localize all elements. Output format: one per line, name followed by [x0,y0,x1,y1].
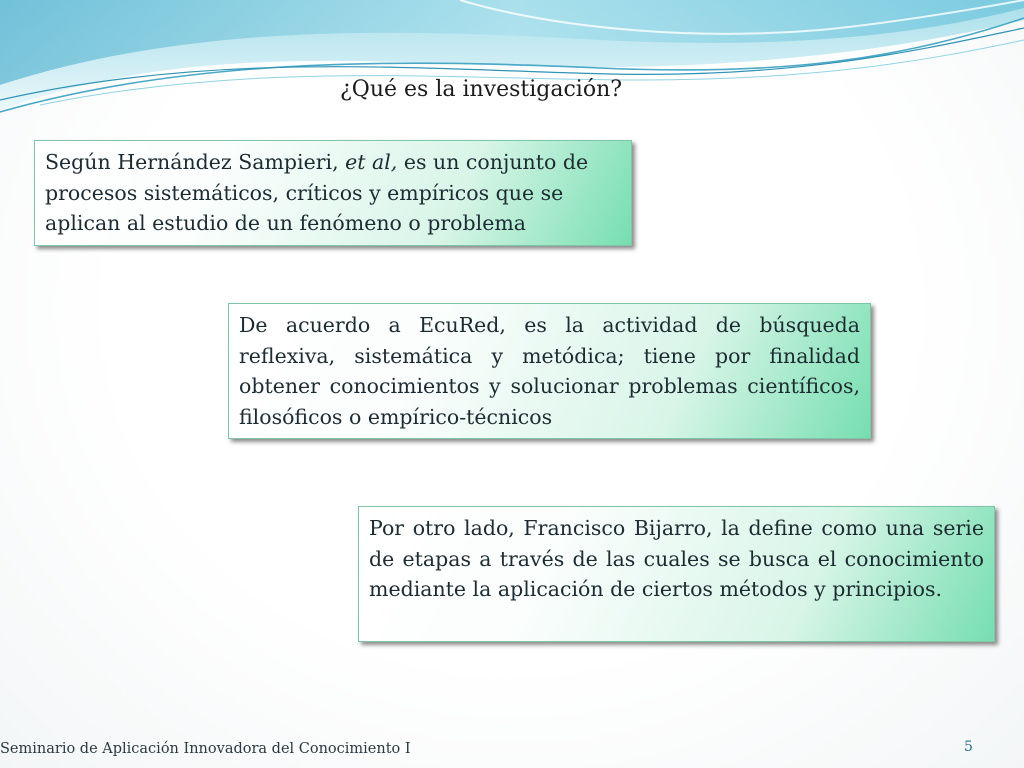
definition-box-bijarro [358,506,995,642]
definition-lead: Según Hernández Sampieri, [45,150,346,174]
definition-box-sampieri [34,140,632,246]
definition-text-bijarro: Por otro lado, Francisco Bijarro, la define como una serie de etapas a través de las cuales se busca el conocimiento mediante la aplicación de ciertos métodos y principios. [369,516,984,601]
definition-italic: et al, [345,150,398,174]
definition-rest: es un conjunto de procesos sistemáticos, críticos y empíricos que se aplican al estudio de un fenómeno o problema [45,150,589,235]
wave-decoration [0,0,1024,140]
definition-box-ecured [228,303,871,439]
footer-text: Seminario de Aplicación Innovadora del Conocimiento I [0,741,411,757]
slide-title: ¿Qué es la investigación? [340,77,623,102]
page-number: 5 [964,739,973,755]
definition-text-ecured: De acuerdo a EcuRed, es la actividad de búsqueda reflexiva, sistemática y metódica; tiene por finalidad obtener conocimientos y solucionar problemas científicos, filosóficos o empírico-técnicos [239,313,860,429]
definition-text-sampieri [45,147,621,239]
